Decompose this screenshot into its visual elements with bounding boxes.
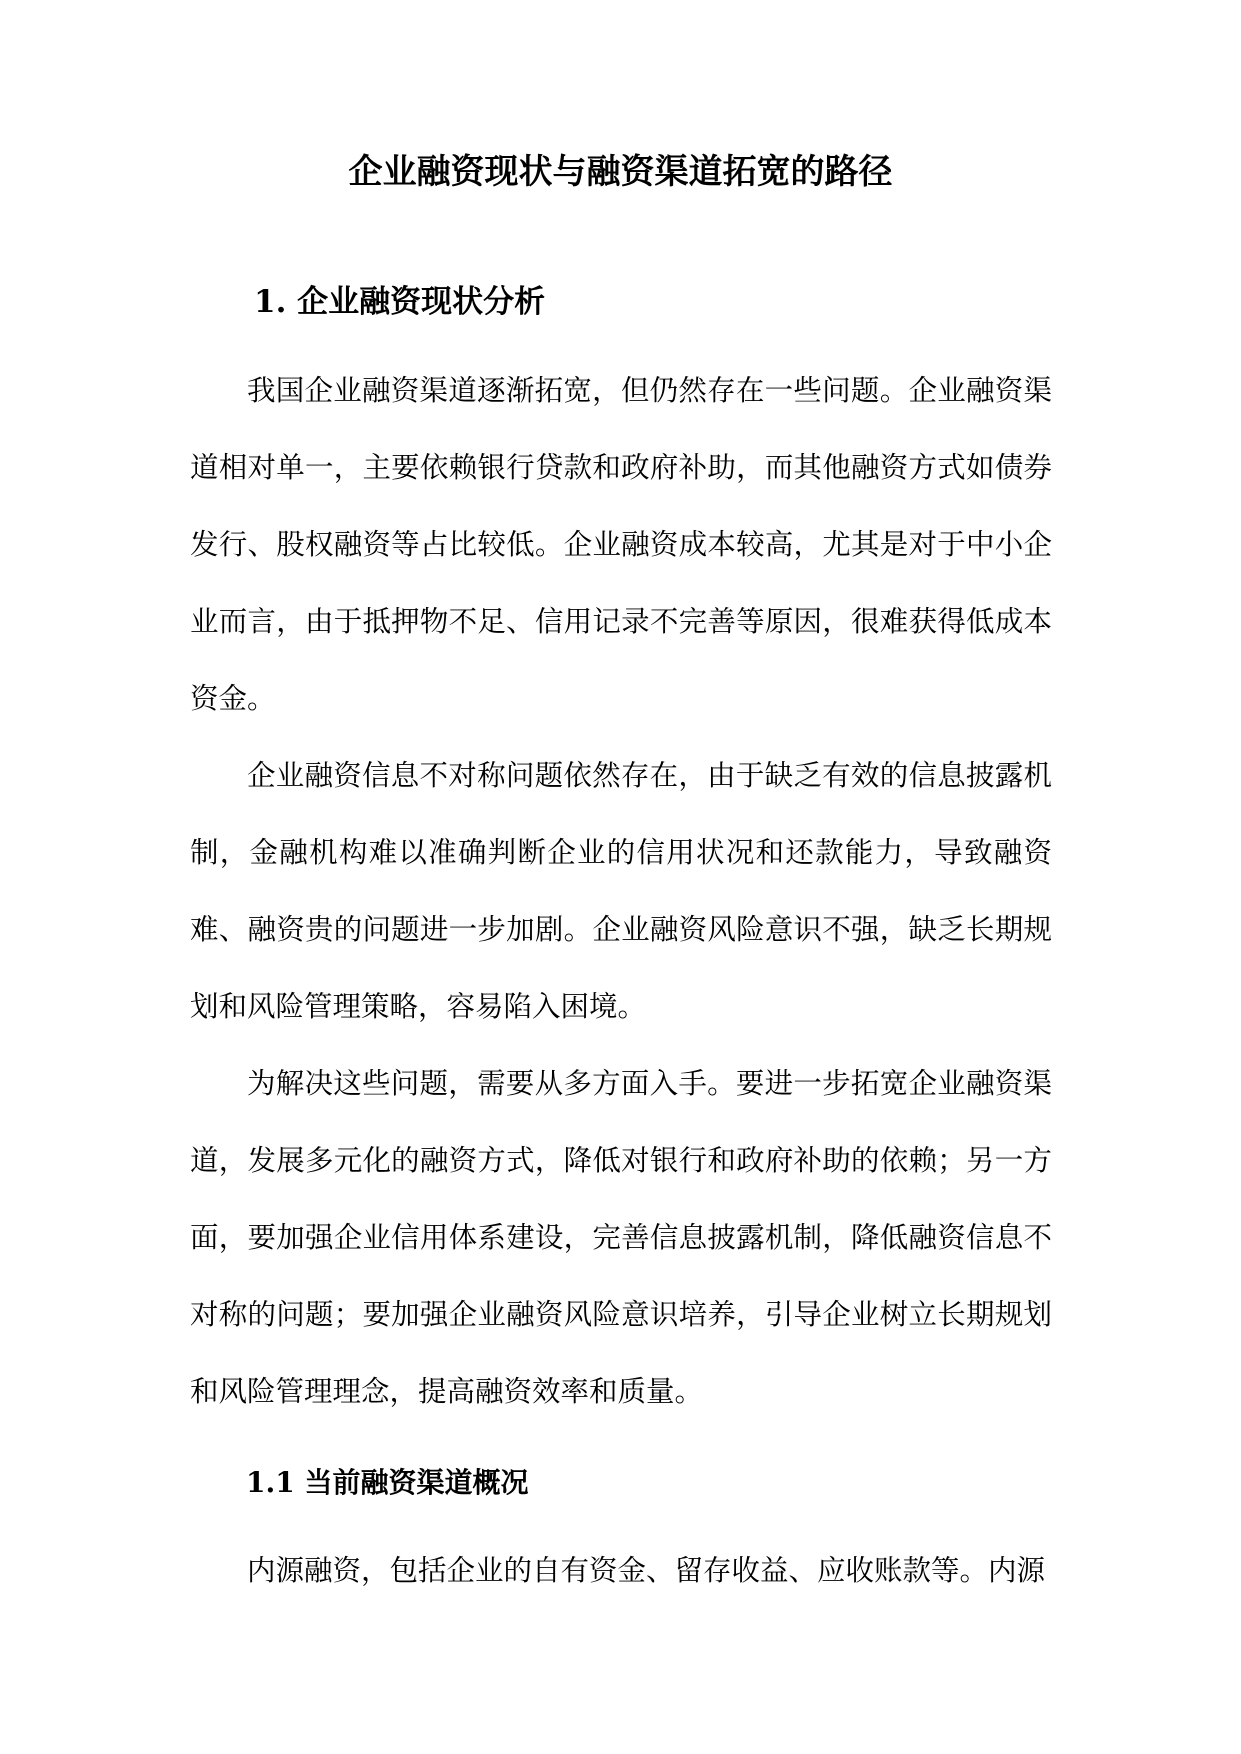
section-heading-1-1: 1.1 当前融资渠道概况 bbox=[246, 1466, 529, 1499]
document-title: 企业融资现状与融资渠道拓宽的路径 bbox=[348, 152, 893, 192]
paragraph-3: 为解决这些问题，需要从多方面入手。要进一步拓宽企业融资渠道，发展多元化的融资方式，降低对银行和政府补助的依赖；另一方面，要加强企业信用体系建设，完善信息披露机制，降低融资信息不对称的问题；要加强企业融资风险意识培养，引导企业树立长期规划和风险管理理念，提高融资效率和质量。 bbox=[190, 1067, 1052, 1408]
paragraph-1: 我国企业融资渠道逐渐拓宽，但仍然存在一些问题。企业融资渠道相对单一，主要依赖银行贷款和政府补助，而其他融资方式如债券发行、股权融资等占比较低。企业融资成本较高，尤其是对于中小企业而言，由于抵押物不足、信用记录不完善等原因，很难获得低成本资金。 bbox=[190, 374, 1052, 715]
paragraph-2: 企业融资信息不对称问题依然存在，由于缺乏有效的信息披露机制，金融机构难以准确判断企业的信用状况和还款能力，导致融资难、融资贵的问题进一步加剧。企业融资风险意识不强，缺乏长期规划和风险管理策略，容易陷入困境。 bbox=[190, 759, 1052, 1023]
section-heading-1: 1. 企业融资现状分析 bbox=[254, 284, 546, 320]
paragraph-4: 内源融资，包括企业的自有资金、留存收益、应收账款等。内源 bbox=[247, 1554, 1046, 1587]
